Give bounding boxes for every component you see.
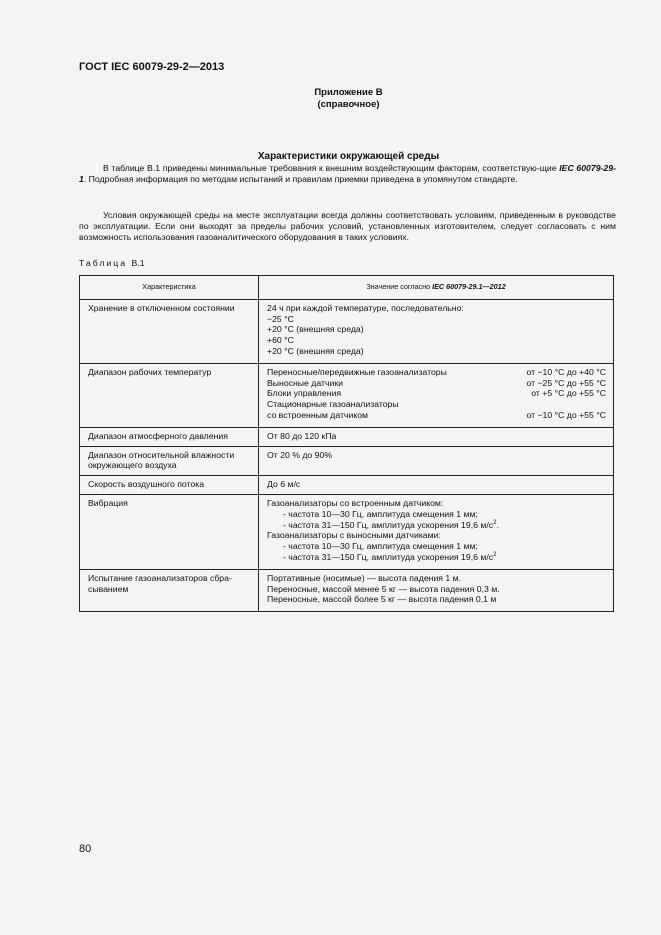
table-caption <box>79 258 145 268</box>
operating-item-value: от +5 °C до +55 °C <box>531 388 606 399</box>
table-caption-word: Таблица <box>79 258 128 268</box>
operating-item-value: от −25 °C до +55 °C <box>526 377 606 388</box>
row-label-vibration: Вибрация <box>80 494 259 569</box>
conditions-text: Условия окружающей среды на месте эксплуатации всегда должны соответствовать условиям, приведенным в руководстве по эксплуатации. Если они выходят за пределы рабочих условий, установленных изготовителем, следует согласовать с ним возможность использования газоаналитического оборудования в таких условиях. <box>79 210 616 242</box>
storage-temp: +20 °C (внешняя среда) <box>267 324 364 335</box>
row-label-airflow: Скорость воздушного потока <box>80 476 259 495</box>
superscript: 2 <box>493 519 497 526</box>
drop-item: Переносные, массой менее 5 кг — высота падения 0,3 м. <box>267 583 500 594</box>
operating-item <box>267 388 608 399</box>
vibration-item: - частота 10—30 Гц, амплитуда смещения 1 мм; <box>283 508 478 519</box>
vibration-item <box>267 520 608 531</box>
header-value <box>259 276 614 300</box>
operating-item-name: Выносные датчики <box>267 377 344 388</box>
environment-table <box>79 275 614 612</box>
storage-temp: +60 °C <box>267 335 294 346</box>
appendix-heading <box>0 87 661 111</box>
page-number: 80 <box>79 843 92 855</box>
row-value-airflow: До 6 м/с <box>259 476 614 495</box>
header-value-prefix: Значение согласно <box>366 282 433 291</box>
table-row <box>80 476 614 495</box>
conditions-paragraph <box>79 210 616 243</box>
table-row <box>80 427 614 446</box>
operating-item-value: от −10 °C до +40 °C <box>526 366 606 377</box>
superscript: 2 <box>493 552 497 559</box>
vibration-item-end: . <box>496 519 499 530</box>
operating-item-value <box>606 399 608 410</box>
operating-item-name: Стационарные газоанализаторы <box>267 399 399 410</box>
table-row <box>80 494 614 569</box>
header-value-ref: IEC 60079-29.1—2012 <box>432 282 506 291</box>
table-row <box>80 363 614 427</box>
header-characteristic: Характеристика <box>80 276 259 300</box>
row-label-operating: Диапазон рабочих температур <box>80 363 259 427</box>
row-value-drop <box>259 569 614 611</box>
row-value-operating <box>259 363 614 427</box>
row-label-pressure: Диапазон атмосферного давления <box>80 427 259 446</box>
operating-item <box>267 367 608 378</box>
document-code: ГОСТ IEC 60079-29-2—2013 <box>79 61 225 73</box>
operating-item-value: от −10 °C до +55 °C <box>526 409 606 420</box>
vibration-group-remote: Газоанализаторы с выносными датчиками: <box>267 530 441 541</box>
row-value-pressure: От 80 до 120 кПа <box>259 427 614 446</box>
operating-item-name: Переносные/передвижные газоанализаторы <box>267 366 447 377</box>
vibration-group-builtin: Газоанализаторы со встроенным датчиком: <box>267 497 444 508</box>
section-title: Характеристики окружающей среды <box>257 151 440 162</box>
operating-item <box>267 410 608 421</box>
standard-reference: IEC 60079-29-1 <box>79 163 616 184</box>
table-row <box>80 299 614 363</box>
vibration-item <box>267 552 608 563</box>
appendix-title: Приложение В <box>314 87 383 98</box>
vibration-item-text: - частота 31—150 Гц, амплитуда ускорения 19,6 м/с <box>283 551 494 562</box>
row-label-humidity: Диапазон относительной влажности окружающего воздуха <box>80 446 259 476</box>
table-header-row <box>80 276 614 300</box>
table-caption-number: В.1 <box>131 258 145 268</box>
vibration-item: - частота 10—30 Гц, амплитуда смещения 1 мм; <box>283 541 478 552</box>
drop-item: Портативные (носимые) — высота падения 1 м. <box>267 572 462 583</box>
drop-item: Переносные, массой более 5 кг — высота падения 0,1 м <box>267 594 497 605</box>
operating-item <box>267 399 608 410</box>
storage-temp: +20 °C (внешняя среда) <box>267 345 364 356</box>
row-value-storage <box>259 299 614 363</box>
intro-paragraph <box>79 163 616 185</box>
appendix-subtitle: (справочное) <box>317 99 380 110</box>
storage-intro: 24 ч при каждой температуре, последовательно: <box>267 302 464 313</box>
row-label-drop: Испытание газоанализаторов сбра-сыванием <box>80 569 259 611</box>
intro-text-a: В таблице В.1 приведены минимальные требования к внешним воздействующим факторам, соответствую-щие <box>103 163 560 173</box>
table-row <box>80 569 614 611</box>
row-value-vibration <box>259 494 614 569</box>
vibration-item-text: - частота 31—150 Гц, амплитуда ускорения 19,6 м/с <box>283 519 494 530</box>
row-value-humidity: От 20 % до 90% <box>259 446 614 476</box>
storage-temp: −25 °C <box>267 313 294 324</box>
operating-item-name: Блоки управления <box>267 388 342 399</box>
operating-item <box>267 378 608 389</box>
row-label-storage: Хранение в отключенном состоянии <box>80 299 259 363</box>
table-row <box>80 446 614 476</box>
operating-item-name: со встроенным датчиком <box>267 409 369 420</box>
intro-text-b: . Подробная информация по методам испытаний и правилам приемки приведена в упомянутом стандарте. <box>83 174 518 184</box>
